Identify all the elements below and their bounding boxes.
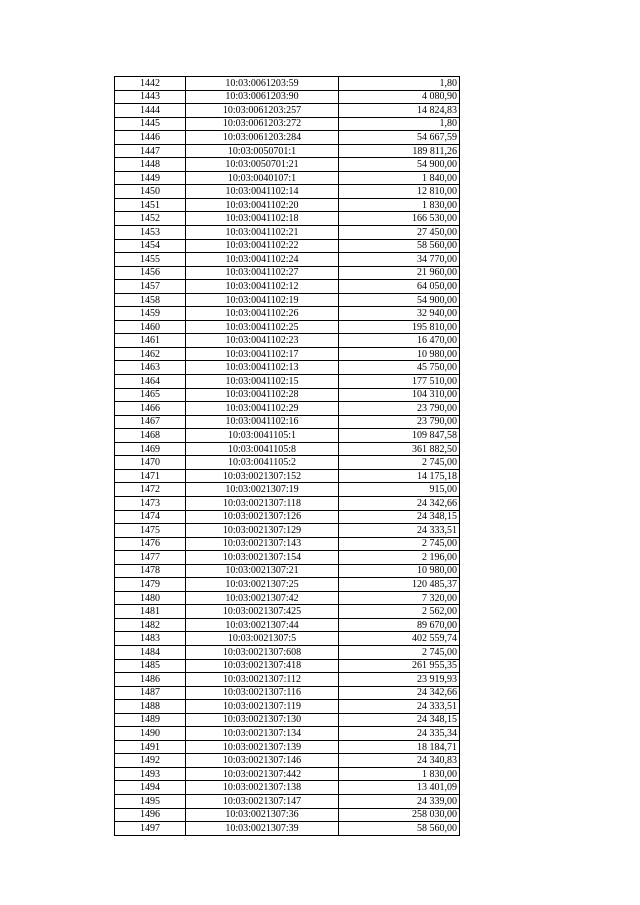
cadastral-value: 18 184,71 (339, 740, 460, 754)
cadastral-value: 1,80 (339, 117, 460, 131)
table-row (115, 754, 460, 768)
table-row (115, 361, 460, 375)
row-number: 1463 (115, 361, 186, 375)
cadastral-number: 10:03:0041102:27 (186, 266, 339, 280)
row-number: 1442 (115, 77, 186, 91)
cadastral-value: 177 510,00 (339, 375, 460, 389)
cadastral-number: 10:03:0050701:21 (186, 158, 339, 172)
table-row (115, 483, 460, 497)
cadastral-number: 10:03:0021307:418 (186, 659, 339, 673)
table-row (115, 402, 460, 416)
cadastral-value: 1,80 (339, 77, 460, 91)
cadastral-number: 10:03:0021307:118 (186, 496, 339, 510)
cadastral-value: 261 955,35 (339, 659, 460, 673)
cadastral-number: 10:03:0021307:21 (186, 564, 339, 578)
row-number: 1453 (115, 226, 186, 240)
table-row (115, 90, 460, 104)
row-number: 1495 (115, 794, 186, 808)
cadastral-number: 10:03:0041102:14 (186, 185, 339, 199)
table-row (115, 808, 460, 822)
cadastral-number: 10:03:0041102:29 (186, 402, 339, 416)
cadastral-number: 10:03:0041102:17 (186, 347, 339, 361)
cadastral-number: 10:03:0021307:608 (186, 645, 339, 659)
cadastral-value: 7 320,00 (339, 591, 460, 605)
row-number: 1477 (115, 551, 186, 565)
cadastral-value: 24 348,15 (339, 713, 460, 727)
cadastral-number: 10:03:0021307:147 (186, 794, 339, 808)
row-number: 1445 (115, 117, 186, 131)
cadastral-value: 2 745,00 (339, 456, 460, 470)
row-number: 1493 (115, 767, 186, 781)
row-number: 1448 (115, 158, 186, 172)
cadastral-number: 10:03:0041105:1 (186, 429, 339, 443)
cadastral-value: 27 450,00 (339, 226, 460, 240)
row-number: 1466 (115, 402, 186, 416)
row-number: 1472 (115, 483, 186, 497)
cadastral-number: 10:03:0041102:24 (186, 253, 339, 267)
row-number: 1491 (115, 740, 186, 754)
cadastral-value-table (114, 76, 460, 836)
cadastral-number: 10:03:0021307:42 (186, 591, 339, 605)
table-row (115, 198, 460, 212)
cadastral-value: 2 745,00 (339, 537, 460, 551)
table-row (115, 266, 460, 280)
row-number: 1487 (115, 686, 186, 700)
row-number: 1452 (115, 212, 186, 226)
table-row (115, 171, 460, 185)
table-row (115, 673, 460, 687)
cadastral-number: 10:03:0041102:25 (186, 320, 339, 334)
cadastral-number: 10:03:0021307:126 (186, 510, 339, 524)
cadastral-value: 34 770,00 (339, 253, 460, 267)
row-number: 1475 (115, 524, 186, 538)
cadastral-value: 195 810,00 (339, 320, 460, 334)
row-number: 1454 (115, 239, 186, 253)
row-number: 1450 (115, 185, 186, 199)
table-row (115, 442, 460, 456)
cadastral-number: 10:03:0021307:139 (186, 740, 339, 754)
cadastral-value: 21 960,00 (339, 266, 460, 280)
cadastral-number: 10:03:0061203:257 (186, 104, 339, 118)
cadastral-number: 10:03:0041102:28 (186, 388, 339, 402)
row-number: 1460 (115, 320, 186, 334)
table-row (115, 767, 460, 781)
row-number: 1478 (115, 564, 186, 578)
row-number: 1447 (115, 144, 186, 158)
cadastral-value: 24 348,15 (339, 510, 460, 524)
cadastral-number: 10:03:0021307:44 (186, 618, 339, 632)
cadastral-number: 10:03:0021307:130 (186, 713, 339, 727)
row-number: 1483 (115, 632, 186, 646)
table-row (115, 293, 460, 307)
table-row (115, 564, 460, 578)
cadastral-value: 166 530,00 (339, 212, 460, 226)
row-number: 1492 (115, 754, 186, 768)
table-row (115, 239, 460, 253)
table-row (115, 686, 460, 700)
cadastral-value: 2 745,00 (339, 645, 460, 659)
cadastral-value: 45 750,00 (339, 361, 460, 375)
cadastral-value: 915,00 (339, 483, 460, 497)
row-number: 1482 (115, 618, 186, 632)
row-number: 1444 (115, 104, 186, 118)
cadastral-number: 10:03:0021307:19 (186, 483, 339, 497)
row-number: 1494 (115, 781, 186, 795)
cadastral-number: 10:03:0041105:8 (186, 442, 339, 456)
row-number: 1471 (115, 469, 186, 483)
table-row (115, 524, 460, 538)
row-number: 1496 (115, 808, 186, 822)
row-number: 1449 (115, 171, 186, 185)
cadastral-value: 58 560,00 (339, 239, 460, 253)
cadastral-value: 54 667,59 (339, 131, 460, 145)
table-row (115, 280, 460, 294)
table-row (115, 320, 460, 334)
row-number: 1481 (115, 605, 186, 619)
table-body (115, 77, 460, 836)
cadastral-number: 10:03:0050701:1 (186, 144, 339, 158)
cadastral-value: 24 342,66 (339, 686, 460, 700)
row-number: 1473 (115, 496, 186, 510)
cadastral-value: 24 342,66 (339, 496, 460, 510)
cadastral-number: 10:03:0021307:425 (186, 605, 339, 619)
cadastral-number: 10:03:0041105:2 (186, 456, 339, 470)
table-row (115, 659, 460, 673)
table-row (115, 822, 460, 836)
cadastral-number: 10:03:0021307:25 (186, 578, 339, 592)
cadastral-value: 23 919,93 (339, 673, 460, 687)
cadastral-number: 10:03:0061203:284 (186, 131, 339, 145)
row-number: 1465 (115, 388, 186, 402)
table-row (115, 429, 460, 443)
cadastral-number: 10:03:0041102:19 (186, 293, 339, 307)
cadastral-value: 14 175,18 (339, 469, 460, 483)
row-number: 1464 (115, 375, 186, 389)
cadastral-number: 10:03:0021307:138 (186, 781, 339, 795)
cadastral-value: 23 790,00 (339, 402, 460, 416)
row-number: 1484 (115, 645, 186, 659)
cadastral-value: 64 050,00 (339, 280, 460, 294)
row-number: 1451 (115, 198, 186, 212)
cadastral-value: 24 333,51 (339, 524, 460, 538)
table-row (115, 591, 460, 605)
table-row (115, 794, 460, 808)
table-row (115, 469, 460, 483)
cadastral-number: 10:03:0021307:146 (186, 754, 339, 768)
cadastral-number: 10:03:0041102:23 (186, 334, 339, 348)
row-number: 1446 (115, 131, 186, 145)
cadastral-value: 89 670,00 (339, 618, 460, 632)
table-row (115, 727, 460, 741)
cadastral-value: 24 333,51 (339, 700, 460, 714)
row-number: 1455 (115, 253, 186, 267)
table-row (115, 781, 460, 795)
cadastral-value: 54 900,00 (339, 158, 460, 172)
table-row (115, 347, 460, 361)
cadastral-value: 258 030,00 (339, 808, 460, 822)
row-number: 1470 (115, 456, 186, 470)
row-number: 1485 (115, 659, 186, 673)
cadastral-number: 10:03:0021307:5 (186, 632, 339, 646)
cadastral-number: 10:03:0021307:143 (186, 537, 339, 551)
cadastral-number: 10:03:0041102:13 (186, 361, 339, 375)
row-number: 1476 (115, 537, 186, 551)
row-number: 1497 (115, 822, 186, 836)
row-number: 1489 (115, 713, 186, 727)
table-row (115, 334, 460, 348)
cadastral-number: 10:03:0021307:119 (186, 700, 339, 714)
row-number: 1490 (115, 727, 186, 741)
row-number: 1457 (115, 280, 186, 294)
row-number: 1479 (115, 578, 186, 592)
cadastral-value: 10 980,00 (339, 347, 460, 361)
cadastral-value: 1 830,00 (339, 198, 460, 212)
cadastral-number: 10:03:0041102:22 (186, 239, 339, 253)
table-row (115, 77, 460, 91)
cadastral-value: 361 882,50 (339, 442, 460, 456)
cadastral-number: 10:03:0041102:21 (186, 226, 339, 240)
cadastral-number: 10:03:0041102:18 (186, 212, 339, 226)
cadastral-number: 10:03:0041102:12 (186, 280, 339, 294)
table-row (115, 632, 460, 646)
row-number: 1443 (115, 90, 186, 104)
cadastral-number: 10:03:0041102:15 (186, 375, 339, 389)
table-row (115, 212, 460, 226)
cadastral-value: 10 980,00 (339, 564, 460, 578)
table-row (115, 618, 460, 632)
cadastral-number: 10:03:0021307:134 (186, 727, 339, 741)
cadastral-value: 13 401,09 (339, 781, 460, 795)
cadastral-number: 10:03:0021307:39 (186, 822, 339, 836)
cadastral-value: 32 940,00 (339, 307, 460, 321)
row-number: 1462 (115, 347, 186, 361)
table-row (115, 740, 460, 754)
table-row (115, 104, 460, 118)
cadastral-value: 24 340,83 (339, 754, 460, 768)
table-row (115, 144, 460, 158)
cadastral-number: 10:03:0021307:36 (186, 808, 339, 822)
cadastral-number: 10:03:0061203:59 (186, 77, 339, 91)
table-row (115, 510, 460, 524)
table-row (115, 158, 460, 172)
table-row (115, 185, 460, 199)
table-row (115, 713, 460, 727)
cadastral-value: 120 485,37 (339, 578, 460, 592)
row-number: 1468 (115, 429, 186, 443)
cadastral-value: 12 810,00 (339, 185, 460, 199)
table-row (115, 700, 460, 714)
table-row (115, 307, 460, 321)
row-number: 1458 (115, 293, 186, 307)
table-row (115, 131, 460, 145)
row-number: 1456 (115, 266, 186, 280)
cadastral-value: 24 339,00 (339, 794, 460, 808)
cadastral-value: 109 847,58 (339, 429, 460, 443)
table-row (115, 537, 460, 551)
table-row (115, 117, 460, 131)
cadastral-number: 10:03:0041102:16 (186, 415, 339, 429)
cadastral-value: 4 080,90 (339, 90, 460, 104)
cadastral-number: 10:03:0021307:116 (186, 686, 339, 700)
table-row (115, 578, 460, 592)
table-row (115, 551, 460, 565)
row-number: 1488 (115, 700, 186, 714)
cadastral-value: 54 900,00 (339, 293, 460, 307)
cadastral-number: 10:03:0040107:1 (186, 171, 339, 185)
cadastral-number: 10:03:0041102:26 (186, 307, 339, 321)
table-row (115, 496, 460, 510)
row-number: 1486 (115, 673, 186, 687)
table-row (115, 375, 460, 389)
cadastral-value: 2 196,00 (339, 551, 460, 565)
cadastral-value: 23 790,00 (339, 415, 460, 429)
cadastral-number: 10:03:0021307:154 (186, 551, 339, 565)
table-row (115, 226, 460, 240)
cadastral-number: 10:03:0041102:20 (186, 198, 339, 212)
row-number: 1474 (115, 510, 186, 524)
cadastral-value: 24 335,34 (339, 727, 460, 741)
cadastral-value: 2 562,00 (339, 605, 460, 619)
cadastral-number: 10:03:0061203:272 (186, 117, 339, 131)
table-row (115, 456, 460, 470)
cadastral-value: 14 824,83 (339, 104, 460, 118)
row-number: 1461 (115, 334, 186, 348)
cadastral-value: 1 830,00 (339, 767, 460, 781)
cadastral-number: 10:03:0021307:442 (186, 767, 339, 781)
table-row (115, 253, 460, 267)
cadastral-value: 58 560,00 (339, 822, 460, 836)
cadastral-value: 16 470,00 (339, 334, 460, 348)
cadastral-number: 10:03:0021307:152 (186, 469, 339, 483)
cadastral-value: 189 811,26 (339, 144, 460, 158)
table-row (115, 415, 460, 429)
row-number: 1469 (115, 442, 186, 456)
cadastral-value: 1 840,00 (339, 171, 460, 185)
cadastral-number: 10:03:0021307:112 (186, 673, 339, 687)
row-number: 1459 (115, 307, 186, 321)
table-row (115, 645, 460, 659)
table-row (115, 388, 460, 402)
cadastral-number: 10:03:0021307:129 (186, 524, 339, 538)
cadastral-value: 104 310,00 (339, 388, 460, 402)
row-number: 1467 (115, 415, 186, 429)
row-number: 1480 (115, 591, 186, 605)
table-row (115, 605, 460, 619)
cadastral-value: 402 559,74 (339, 632, 460, 646)
cadastral-number: 10:03:0061203:90 (186, 90, 339, 104)
